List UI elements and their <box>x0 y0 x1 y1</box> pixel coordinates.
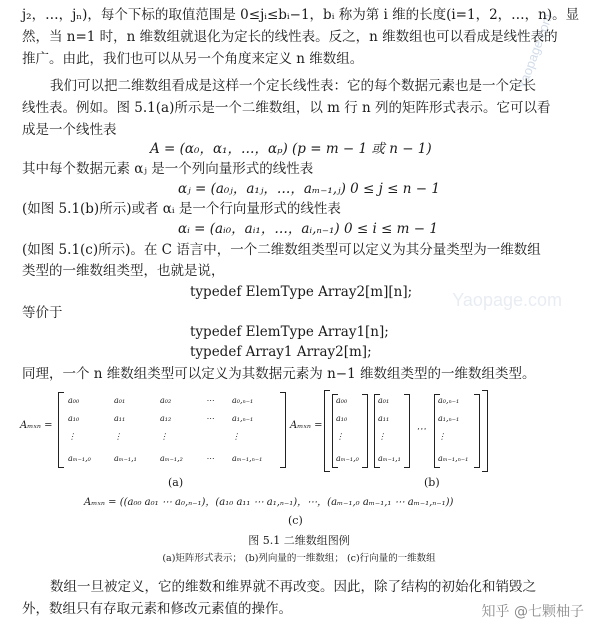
column-dots: ⋯ <box>416 424 426 435</box>
watermark: Yaopage.com <box>514 11 556 92</box>
matrix-a-cell: a₁₁ <box>114 414 126 423</box>
matrix-b-cell: a₁,ₙ₋₁ <box>438 414 460 423</box>
matrix-a-right-bracket <box>280 392 286 468</box>
paragraph-line: 推广。由此，我们也可以从另一个角度来定义 n 维数组。 <box>22 51 364 67</box>
matrix-a-cell: a₁₂ <box>160 414 172 423</box>
figure-label-c: (c) <box>288 514 303 527</box>
matrix-a-left-bracket <box>58 392 64 468</box>
column-b3-right-bracket <box>474 394 480 468</box>
column-b2-right-bracket <box>404 394 410 468</box>
matrix-b-cell: aₘ₋₁,₁ <box>378 454 401 463</box>
matrix-a-cell: aₘ₋₁,₀ <box>68 454 91 463</box>
code-line: typedef Array1 Array2[m]; <box>190 344 372 360</box>
matrix-a-cell: ⋮ <box>114 432 122 441</box>
matrix-a-lhs: Aₘₓₙ = <box>20 420 53 431</box>
zhihu-brand-watermark: 知乎 @七颗柚子 <box>481 604 584 620</box>
matrix-a-cell: a₀₀ <box>68 396 80 405</box>
code-line: typedef ElemType Array2[m][n]; <box>190 284 413 300</box>
paragraph-line: 等价于 <box>22 305 63 321</box>
matrix-b-cell: ⋮ <box>378 432 386 441</box>
matrix-a-cell: aₘ₋₁,ₙ₋₁ <box>232 454 263 463</box>
matrix-a-cell: a₁,ₙ₋₁ <box>232 414 254 423</box>
figure-label-a: (a) <box>168 476 184 489</box>
matrix-a-cell: ⋮ <box>160 432 168 441</box>
matrix-b-outer-right-bracket <box>482 390 488 472</box>
matrix-b-cell: a₁₁ <box>378 414 390 423</box>
matrix-a-cell: aₘ₋₁,₂ <box>160 454 183 463</box>
matrix-a-cell: ⋮ <box>68 432 76 441</box>
matrix-a-cell: ⋮ <box>232 432 240 441</box>
matrix-b-outer-left-bracket <box>324 390 330 472</box>
matrix-b-cell: a₀₁ <box>378 396 390 405</box>
matrix-a-cell: a₀,ₙ₋₁ <box>232 396 254 405</box>
matrix-a-cell: a₀₂ <box>160 396 172 405</box>
matrix-a-cell: aₘ₋₁,₁ <box>114 454 137 463</box>
matrix-b-cell: ⋮ <box>336 432 344 441</box>
figure-5-1 <box>18 384 578 544</box>
matrix-a-cell: ⋯ <box>206 414 214 423</box>
paragraph-line: j₂，…，jₙ)，每个下标的取值范围是 0≤jᵢ≤bᵢ−1，bᵢ 称为第 i 维的长度(i=1，2，…，n)。显 <box>22 7 580 23</box>
matrix-a-cell: ⋯ <box>206 396 214 405</box>
paragraph-line: 外，数组只有存取元素和修改元素值的操作。 <box>22 601 292 617</box>
figure-subcaption: (a)矩阵形式表示； (b)列向量的一维数组； (c)行向量的一维数组 <box>162 553 436 564</box>
code-line: typedef ElemType Array1[n]; <box>190 324 389 340</box>
equation-row-vector: αᵢ = (aᵢ₀，aᵢ₁，…，aᵢ,ₙ₋₁) 0 ≤ i ≤ m − 1 <box>178 221 438 237</box>
paragraph-line: 线性表。例如。图 5.1(a)所示是一个二维数组，以 m 行 n 列的矩阵形式表示。它可以看 <box>22 100 551 116</box>
matrix-b-cell: a₀₀ <box>336 396 348 405</box>
paragraph-line: (如图 5.1(c)所示)。在 C 语言中，一个二维数组类型可以定义为其分量类型为一维数组 <box>22 242 541 258</box>
paragraph-line: 数组一旦被定义，它的维数和维界就不再改变。因此，除了结构的初始化和销毁之 <box>50 579 536 595</box>
matrix-b-lhs: Aₘₓₙ = <box>290 420 323 431</box>
paragraph-line: 我们可以把二维数组看成是这样一个定长线性表：它的每个数据元素也是一个定长 <box>50 78 536 94</box>
matrix-a-cell: ⋯ <box>206 454 214 463</box>
paragraph-line: 其中每个数据元素 αⱼ 是一个列向量形式的线性表 <box>22 161 314 177</box>
equation-linear-list: A = (α₀，α₁，…，αₚ) (p = m − 1 或 n − 1) <box>150 141 432 157</box>
paragraph-line: 类型的一维数组类型，也就是说， <box>22 263 225 279</box>
paragraph-line: 成是一个线性表 <box>22 122 117 138</box>
equation-row-form: Aₘₓₙ = ((a₀₀ a₀₁ ⋯ a₀,ₙ₋₁)，(a₁₀ a₁₁ ⋯ a₁,ₙ₋₁)，⋯，(aₘ₋₁,₀ aₘ₋₁,₁ ⋯ aₘ₋₁,ₙ₋₁)) <box>84 497 454 508</box>
figure-label-b: (b) <box>424 476 440 489</box>
matrix-b-cell: ⋮ <box>438 432 446 441</box>
paragraph-line: 同理，一个 n 维数组类型可以定义为其数据元素为 n−1 维数组类型的一维数组类型。 <box>22 366 536 382</box>
matrix-a-cell: a₁₀ <box>68 414 80 423</box>
matrix-b-cell: aₘ₋₁,ₙ₋₁ <box>438 454 469 463</box>
column-b1-right-bracket <box>362 394 368 468</box>
paragraph-line: 然，当 n=1 时，n 维数组就退化为定长的线性表。反之，n 维数组也可以看成是线性表的 <box>22 29 558 45</box>
paragraph-line: (如图 5.1(b)所示)或者 αᵢ 是一个行向量形式的线性表 <box>22 201 341 217</box>
figure-caption: 图 5.1 二维数组图例 <box>248 534 350 547</box>
matrix-b-cell: a₁₀ <box>336 414 348 423</box>
equation-column-vector: αⱼ = (a₀ⱼ，a₁ⱼ，…，aₘ₋₁,ⱼ) 0 ≤ j ≤ n − 1 <box>178 181 440 197</box>
matrix-b-cell: aₘ₋₁,₀ <box>336 454 359 463</box>
matrix-a-cell: a₀₁ <box>114 396 126 405</box>
watermark-faint: Yaopage.com <box>452 290 562 310</box>
matrix-b-cell: a₀,ₙ₋₁ <box>438 396 460 405</box>
